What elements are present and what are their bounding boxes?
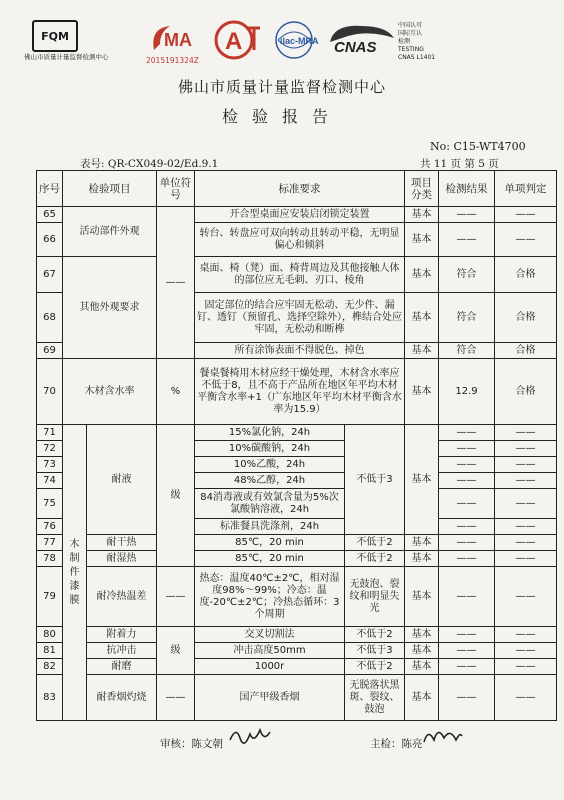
row-category: 基本	[405, 293, 439, 343]
row-judgement: ——	[495, 659, 557, 675]
row-requirement: 所有涂饰表面不得脱色、掉色	[195, 343, 405, 359]
row-category: 基本	[405, 567, 439, 627]
row-requirement: 固定部位的结合应牢固无松动、无少件、漏钉、透钉（预留孔、选择空除外），榫结合处应牢固，无松动和断榫	[195, 293, 405, 343]
row-seq: 73	[37, 457, 63, 473]
row-unit: ——	[157, 567, 195, 627]
row-seq: 66	[37, 223, 63, 257]
fqm-caption: 佛山市质量计量监督检测中心	[24, 53, 109, 61]
row-judgement: ——	[495, 473, 557, 489]
row-requirement: 10%碳酸钠，24h	[195, 441, 345, 457]
row-seq: 65	[37, 207, 63, 223]
report-title: 检验报告	[221, 107, 342, 126]
row-category: 基本	[405, 675, 439, 721]
row-item: 耐湿热	[87, 551, 157, 567]
row-seq: 79	[37, 567, 63, 627]
form-number: 表号: QR-CX049-02/Ed.9.1	[80, 158, 219, 170]
row-judgement: 合格	[495, 343, 557, 359]
row-result: ——	[439, 535, 495, 551]
table-row	[37, 567, 557, 627]
row-judgement: ——	[495, 551, 557, 567]
row-item: 耐液	[87, 425, 157, 535]
row-category: 基本	[405, 551, 439, 567]
row-item: 其他外观要求	[63, 257, 157, 359]
row-category: 基本	[405, 359, 439, 425]
row-result: ——	[439, 425, 495, 441]
table-row	[37, 535, 557, 551]
row-category: 基本	[405, 627, 439, 643]
row-seq: 78	[37, 551, 63, 567]
report-number: No: C15-WT4700	[430, 140, 526, 153]
row-requirement: 热态：温度40℃±2℃，相对湿度98%～99%；冷态：温度-20℃±2℃；冷热态循环：3个周期	[195, 567, 345, 627]
row-category: 基本	[405, 343, 439, 359]
svg-text:ilac-MRA: ilac-MRA	[280, 36, 319, 46]
row-seq: 83	[37, 675, 63, 721]
row-seq: 81	[37, 643, 63, 659]
row-requirement: 国产甲级香烟	[195, 675, 345, 721]
row-requirement: 85℃，20 min	[195, 535, 345, 551]
table-row	[37, 425, 557, 441]
row-judgement: ——	[495, 627, 557, 643]
reviewer-signature-icon	[226, 722, 274, 750]
header-item: 检验项目	[63, 171, 157, 207]
row-unit: 级	[157, 425, 195, 567]
table-row	[37, 551, 557, 567]
row-judgement: ——	[495, 489, 557, 519]
row-judgement: ——	[495, 425, 557, 441]
row-judgement: ——	[495, 223, 557, 257]
reviewer-label: 审核：陈文朝	[160, 738, 223, 750]
row-category: 基本	[405, 207, 439, 223]
row-unit: 级	[157, 627, 195, 675]
row-result: ——	[439, 659, 495, 675]
row-requirement: 标准餐具洗涤剂，24h	[195, 519, 345, 535]
row-result: ——	[439, 489, 495, 519]
row-requirement: 交叉切割法	[195, 627, 345, 643]
row-required-value: 不低于2	[345, 535, 405, 551]
svg-text:A: A	[225, 28, 243, 55]
row-seq: 76	[37, 519, 63, 535]
row-item: 耐磨	[87, 659, 157, 675]
table-row	[37, 359, 557, 425]
row-seq: 80	[37, 627, 63, 643]
row-result: ——	[439, 441, 495, 457]
row-seq: 72	[37, 441, 63, 457]
row-result: ——	[439, 473, 495, 489]
row-seq: 70	[37, 359, 63, 425]
row-item: 抗冲击	[87, 643, 157, 659]
row-required-value: 不低于2	[345, 659, 405, 675]
group-label: 木制件漆膜	[63, 425, 87, 721]
cnas-caption: 中国认可 国际互认 检测 TESTING CNAS L1401	[398, 22, 436, 61]
inspection-table	[36, 170, 557, 721]
row-seq: 74	[37, 473, 63, 489]
header-category: 项目分类	[405, 171, 439, 207]
row-result: 符合	[439, 293, 495, 343]
row-seq: 67	[37, 257, 63, 293]
row-required-value: 无脱落状黑斑、裂纹、鼓泡	[345, 675, 405, 721]
row-seq: 75	[37, 489, 63, 519]
header-unit: 单位符号	[157, 171, 195, 207]
row-requirement: 转台、转盘应可双向转动且转动平稳，无明显偏心和倾斜	[195, 223, 405, 257]
row-judgement: ——	[495, 535, 557, 551]
row-item: 附着力	[87, 627, 157, 643]
row-judgement: 合格	[495, 257, 557, 293]
table-row	[37, 257, 557, 293]
row-requirement: 餐桌餐椅用木材应经干燥处理，木材含水率应不低于8，且不高于产品所在地区年平均木材平衡含水率+1（广东地区年平均木材平衡含水率为15.9）	[195, 359, 405, 425]
row-judgement: ——	[495, 207, 557, 223]
row-unit: ——	[157, 675, 195, 721]
row-unit: ——	[157, 207, 195, 359]
row-requirement: 85℃，20 min	[195, 551, 345, 567]
row-result: ——	[439, 207, 495, 223]
row-seq: 69	[37, 343, 63, 359]
header-judgement: 单项判定	[495, 171, 557, 207]
row-required-value: 无鼓泡、裂纹和明显失光	[345, 567, 405, 627]
row-seq: 68	[37, 293, 63, 343]
row-unit: %	[157, 359, 195, 425]
table-header-row	[37, 171, 557, 207]
svg-text:MA: MA	[164, 30, 192, 50]
row-requirement: 84消毒液或有效氯含量为5%次氯酸钠溶液，24h	[195, 489, 345, 519]
row-category: 基本	[405, 257, 439, 293]
row-result: ——	[439, 567, 495, 627]
row-required-value: 不低于2	[345, 627, 405, 643]
row-result: 12.9	[439, 359, 495, 425]
row-judgement: ——	[495, 675, 557, 721]
row-judgement: ——	[495, 457, 557, 473]
row-item: 木材含水率	[63, 359, 157, 425]
row-seq: 77	[37, 535, 63, 551]
table-row	[37, 643, 557, 659]
organization-name: 佛山市质量计量监督检测中心	[177, 78, 386, 96]
table-row	[37, 659, 557, 675]
row-requirement: 15%氯化钠，24h	[195, 425, 345, 441]
cma-number: 2015191324Z	[146, 56, 199, 65]
row-result: ——	[439, 643, 495, 659]
row-category: 基本	[405, 535, 439, 551]
table-row	[37, 627, 557, 643]
cma-mark-icon	[150, 22, 206, 54]
row-seq: 82	[37, 659, 63, 675]
row-requirement: 1000r	[195, 659, 345, 675]
row-item: 耐香烟灼烧	[87, 675, 157, 721]
row-item: 耐冷热温差	[87, 567, 157, 627]
row-category: 基本	[405, 425, 439, 535]
row-result: ——	[439, 675, 495, 721]
fqm-logo: FQM	[32, 20, 78, 52]
row-result: ——	[439, 457, 495, 473]
row-judgement: 合格	[495, 359, 557, 425]
row-required-value: 不低于2	[345, 551, 405, 567]
svg-text:CNAS: CNAS	[334, 39, 377, 56]
header-result: 检测结果	[439, 171, 495, 207]
row-result: 符合	[439, 343, 495, 359]
row-item: 活动部件外观	[63, 207, 157, 257]
row-seq: 71	[37, 425, 63, 441]
row-category: 基本	[405, 223, 439, 257]
row-result: ——	[439, 551, 495, 567]
row-required-value: 不低于3	[345, 425, 405, 535]
row-requirement: 桌面、椅（凳）面、椅背周边及其他接触人体的部位应无毛刺、刃口、棱角	[195, 257, 405, 293]
header-requirement: 标准要求	[195, 171, 405, 207]
row-required-value: 不低于3	[345, 643, 405, 659]
row-result: 符合	[439, 257, 495, 293]
table-row	[37, 675, 557, 721]
inspector-signature-icon	[420, 722, 464, 750]
inspector-label: 主检：陈亮	[370, 738, 423, 750]
row-judgement: ——	[495, 643, 557, 659]
table-row	[37, 207, 557, 223]
row-item: 耐干热	[87, 535, 157, 551]
row-result: ——	[439, 627, 495, 643]
ilac-mra-icon	[272, 20, 320, 62]
page-info: 共 11 页 第 5 页	[420, 158, 499, 170]
cnas-logo-icon	[326, 22, 398, 62]
row-judgement: 合格	[495, 293, 557, 343]
header-seq: 序号	[37, 171, 63, 207]
row-judgement: ——	[495, 441, 557, 457]
row-judgement: ——	[495, 567, 557, 627]
row-result: ——	[439, 519, 495, 535]
row-requirement: 开合型桌面应安装启闭锁定装置	[195, 207, 405, 223]
row-judgement: ——	[495, 519, 557, 535]
row-category: 基本	[405, 643, 439, 659]
row-result: ——	[439, 223, 495, 257]
row-category: 基本	[405, 659, 439, 675]
row-requirement: 10%乙酸，24h	[195, 457, 345, 473]
row-requirement: 48%乙醇，24h	[195, 473, 345, 489]
row-requirement: 冲击高度50mm	[195, 643, 345, 659]
certification-logos	[0, 18, 564, 66]
cal-mark-icon	[212, 20, 268, 62]
